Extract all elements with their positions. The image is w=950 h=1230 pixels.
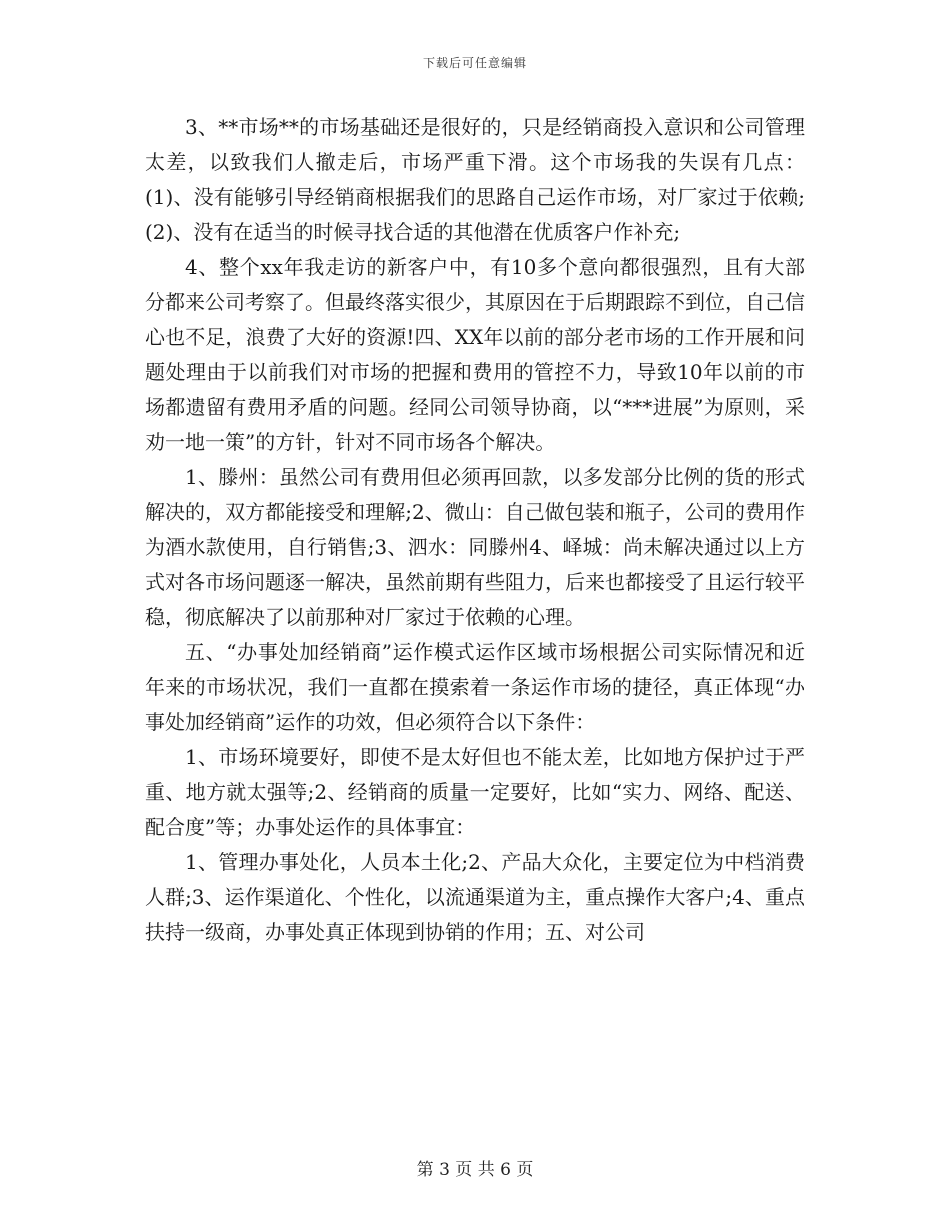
paragraph-6: 1、管理办事处化，人员本土化;2、产品大众化，主要定位为中档消费人群;3、运作渠道化、个性化，以流通渠道为主，重点操作大客户;4、重点扶持一级商，办事处真正体现到协销的作用；五、对公司 [145, 850, 805, 944]
paragraph-1: 3、**市场**的市场基础还是很好的，只是经销商投入意识和公司管理太差，以致我们人撤走后，市场严重下滑。这个市场我的失误有几点：(1)、没有能够引导经销商根据我们的思路自己运作市场，对厂家过于依赖;(2)、没有在适当的时候寻找合适的其他潜在优质客户作补充; [145, 115, 805, 244]
paragraph-4: 五、“办事处加经销商”运作模式运作区域市场根据公司实际情况和近年来的市场状况，我们一直都在摸索着一条运作市场的捷径，真正体现“办事处加经销商”运作的功效，但必须符合以下条件： [145, 640, 805, 734]
paragraph-2: 4、整个xx年我走访的新客户中，有10多个意向都很强烈，且有大部分都来公司考察了。但最终落实很少，其原因在于后期跟踪不到位，自己信心也不足，浪费了大好的资源!四、XX年以前的部分老市场的工作开展和问题处理由于以前我们对市场的把握和费用的管控不力，导致10年以前的市场都遗留有费用矛盾的问题。经同公司领导协商，以“***进展”为原则，采劝一地一策”的方针，针对不同市场各个解决。 [145, 255, 805, 454]
document-body [145, 110, 805, 950]
page-number-footer: 第 3 页 共 6 页 [416, 1160, 534, 1180]
paragraph-5: 1、市场环境要好，即使不是太好但也不能太差，比如地方保护过于严重、地方就太强等;2、经销商的质量一定要好，比如“实力、网络、配送、配合度”等；办事处运作的具体事宜： [145, 745, 805, 839]
page-header: 下载后可任意编辑 [422, 56, 527, 70]
paragraph-3: 1、滕州：虽然公司有费用但必须再回款，以多发部分比例的货的形式解决的，双方都能接受和理解;2、微山：自己做包装和瓶子，公司的费用作为酒水款使用，自行销售;3、泗水：同滕州4、峄城：尚未解决通过以上方式对各市场问题逐一解决，虽然前期有些阻力，后来也都接受了且运行较平稳，彻底解决了以前那种对厂家过于依赖的心理。 [145, 465, 805, 629]
